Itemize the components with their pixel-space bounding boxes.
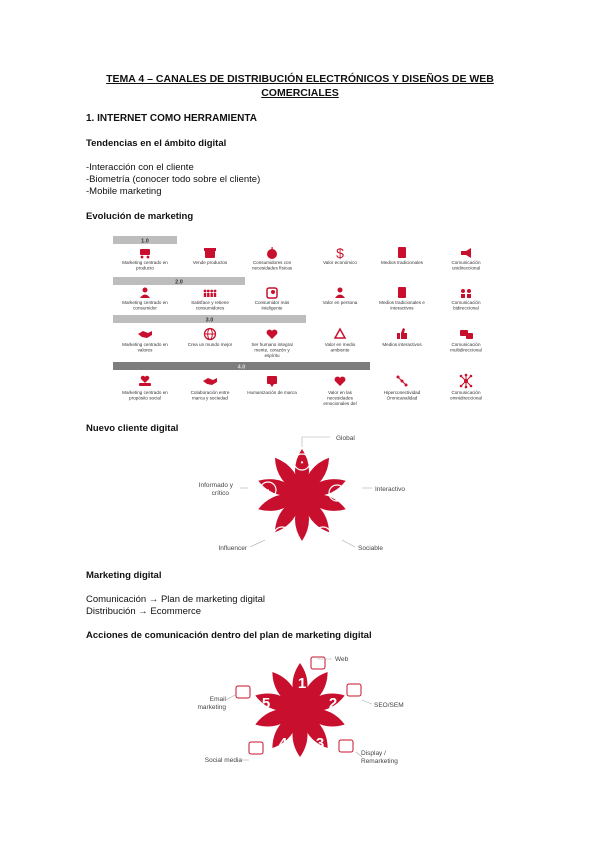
- action-label: Web: [335, 656, 349, 663]
- acciones-heading: Acciones de comunicación dentro del plan de marketing digital: [86, 630, 372, 641]
- marketing-digital-line: Distribución → Ecommerce: [86, 606, 202, 617]
- stage-cell-text: Comunicación bidireccional: [451, 300, 481, 311]
- stage-cell-text: Marketing centrado en consumidor: [122, 300, 168, 311]
- tendencias-heading: Tendencias en el ámbito digital: [86, 138, 227, 149]
- marketing-digital-line: Comunicación → Plan de marketing digital: [86, 594, 266, 605]
- connector-line: [226, 695, 235, 700]
- stage-label: 2.0: [175, 279, 183, 286]
- stage-cell-text: Consumidor más inteligente: [254, 300, 290, 311]
- tendencias-item: -Mobile marketing: [86, 186, 162, 197]
- svg-text:•: •: [280, 531, 284, 540]
- action-number: 1: [297, 675, 307, 692]
- action-number: 5: [261, 695, 271, 712]
- svg-text:•: •: [321, 531, 325, 540]
- tendencias-item: -Interacción con el cliente: [86, 162, 194, 173]
- stage-cell-text: Marketing centrado en valores: [122, 342, 168, 353]
- stage-cell-text: Valor en las necesidades emocionales del: [323, 390, 357, 407]
- stage-cell-text: Marketing centrado en producto: [122, 260, 168, 271]
- document-title: TEMA 4 – CANALES DE DISTRIBUCIÓN ELECTRÓNICOS Y DISEÑOS DE WEB COMERCIALES: [106, 73, 494, 99]
- action-number: 3: [315, 735, 325, 752]
- stage-label: 1.0: [141, 238, 149, 245]
- evolucion-heading: Evolución de marketing: [86, 211, 194, 222]
- stage-cell-text: Ser humano integral mente, corazón y espíritu: [251, 342, 293, 359]
- section-heading: 1. INTERNET COMO HERRAMIENTA: [86, 113, 257, 124]
- stage-label: 3.0: [205, 317, 214, 324]
- client-label: Informado y crítico: [198, 482, 233, 497]
- client-label: Influencer: [218, 545, 247, 552]
- stage-cell-text: Vende productos: [192, 260, 228, 265]
- nuevo-cliente-heading: Nuevo cliente digital: [86, 423, 179, 434]
- svg-text:•: •: [335, 489, 339, 498]
- client-label: Sociable: [358, 545, 383, 552]
- client-label: Interactivo: [375, 486, 405, 493]
- stage-cell-text: Medios tradicionales: [381, 260, 423, 265]
- tendencias-item: -Biometría (conocer todo sobre el cliente): [86, 174, 261, 185]
- stage-label: 4.0: [237, 364, 246, 371]
- svg-text:•: •: [300, 458, 304, 467]
- action-label: Social media: [204, 757, 242, 764]
- phone-icon: [249, 742, 263, 754]
- stage-cell-text: Comunicación omnidireccional: [450, 390, 482, 401]
- marketing-digital-heading: Marketing digital: [86, 570, 162, 581]
- stage-cell-text: Valor en medio ambiente: [324, 342, 356, 353]
- flower-center: [293, 703, 307, 717]
- svg-text:•: •: [266, 486, 270, 495]
- action-number: 2: [328, 695, 338, 712]
- stage-cell-text: Colaboración entre marca y sociedad: [190, 390, 230, 401]
- svg-text:$: $: [336, 245, 344, 261]
- stage-cell-text: Comunicación unidireccional: [451, 260, 481, 271]
- stage-cell-text: Medios interactivos: [382, 342, 422, 347]
- stage-cell-text: Hiperconectividad Omnicanalidad: [383, 390, 421, 401]
- stage-cell-text: Valor en persona: [322, 300, 358, 305]
- action-label: Display / Remarketing: [361, 750, 398, 765]
- stage-cell-text: Crea un mundo mejor: [187, 342, 233, 347]
- billboard-icon: [339, 740, 353, 752]
- action-number: 4: [278, 735, 288, 752]
- connector-line: [362, 700, 372, 704]
- action-label: Email marketing: [197, 696, 226, 711]
- stage-cell-text: Medios tradicionales e interactivos: [379, 300, 425, 311]
- stage-cell-text: Valor económico: [323, 260, 357, 265]
- stage-cell-text: Satisface y retiene consumidores: [191, 300, 229, 311]
- stage-cell-text: Humanización de marca: [247, 390, 297, 395]
- client-label: Global: [336, 435, 355, 442]
- stage-cell-text: Marketing centrado en propósito social: [122, 390, 168, 401]
- stage-cell-text: Consumidores con necesidades físicas: [251, 260, 293, 271]
- magnifier-icon: [347, 684, 361, 696]
- action-label: SEO/SEM: [374, 702, 404, 709]
- email-icon: [236, 686, 250, 698]
- stage-cell-text: Comunicación multidireccional: [450, 342, 482, 353]
